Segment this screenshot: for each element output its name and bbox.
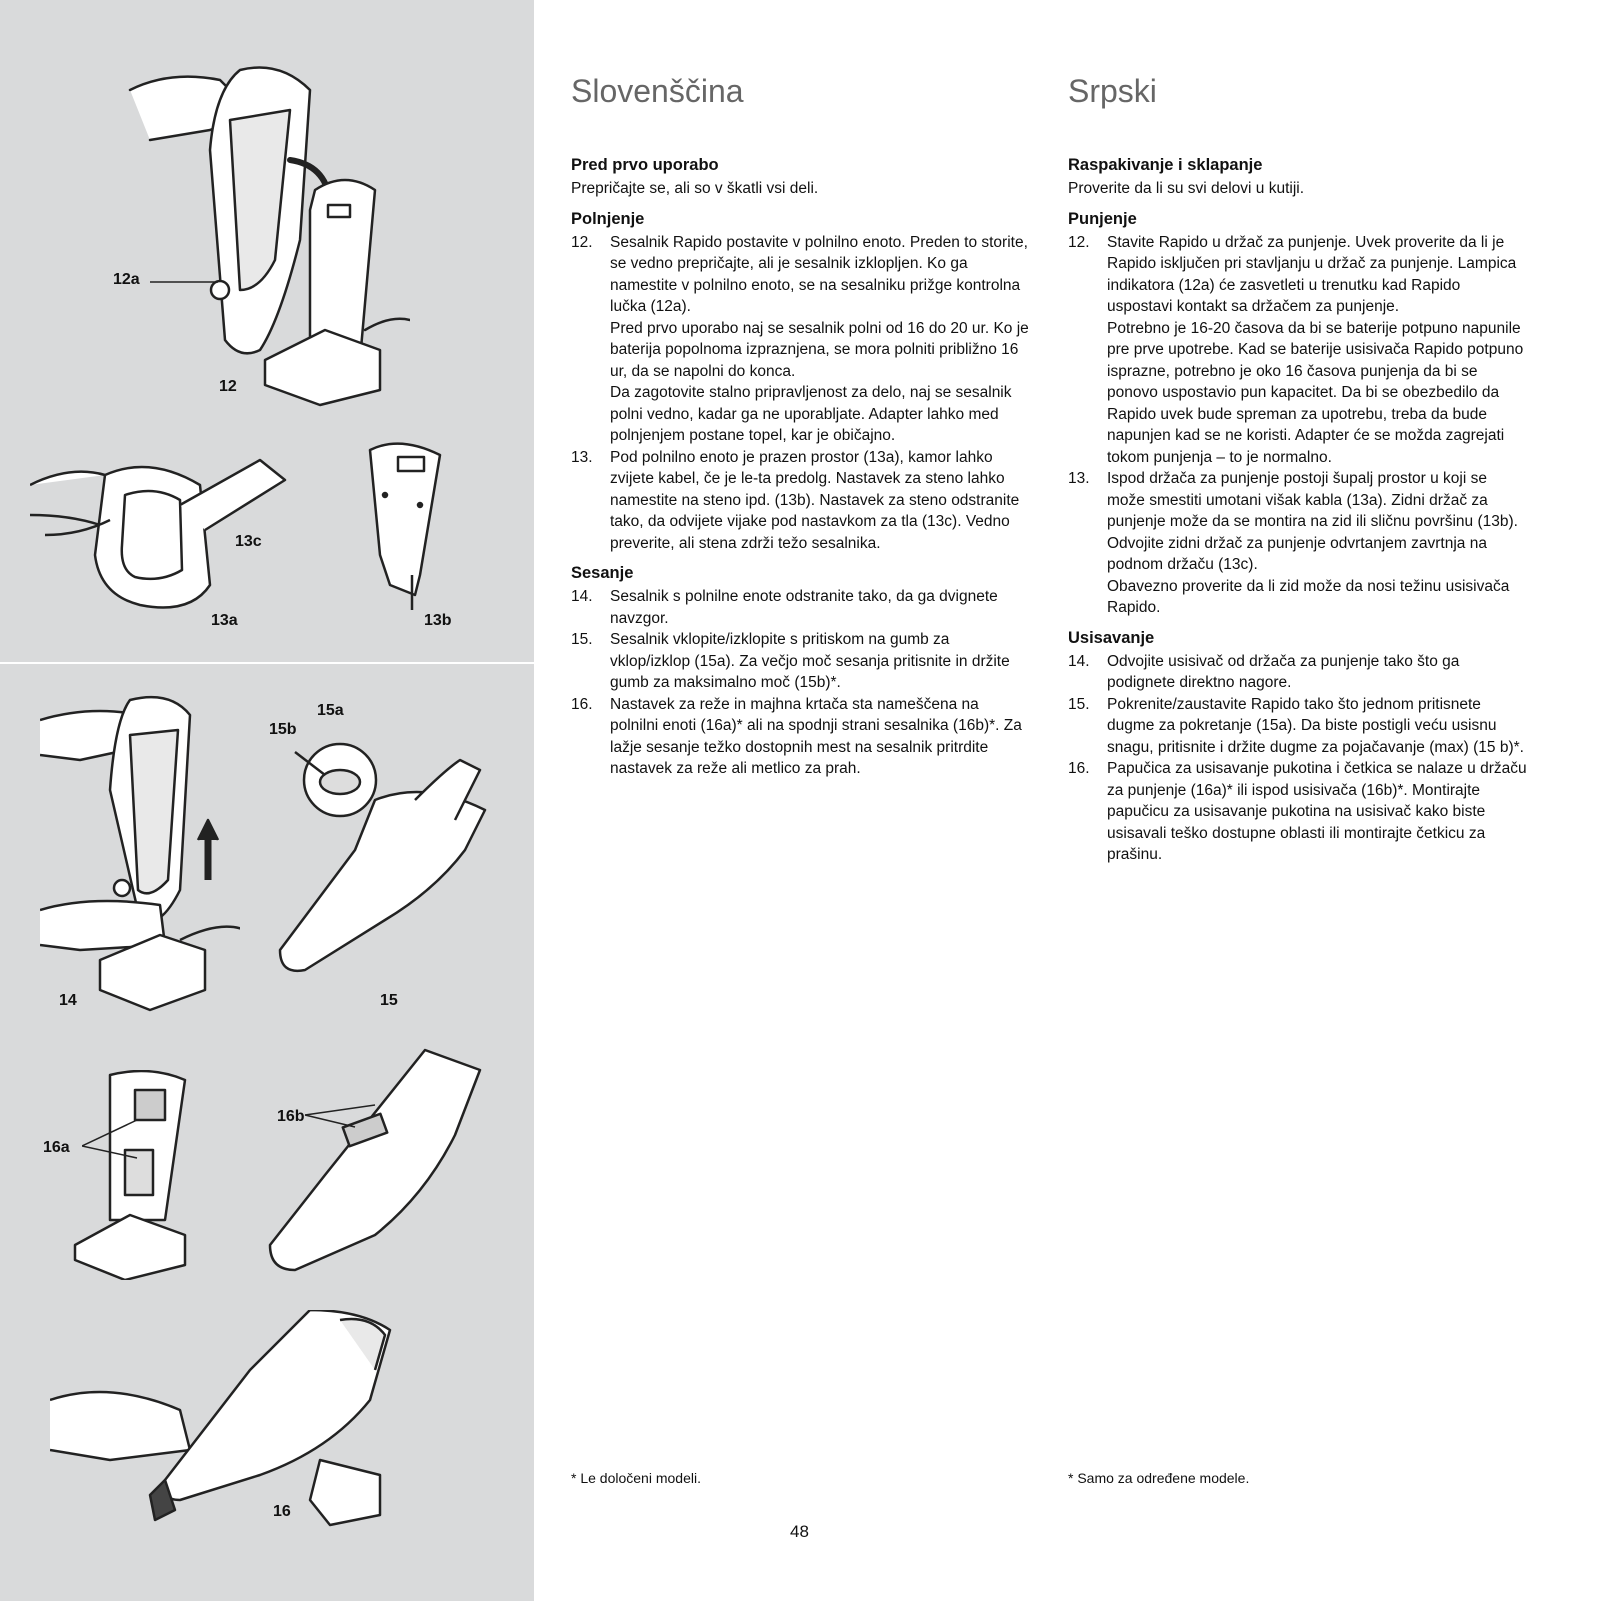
item-number: 14. — [1068, 652, 1090, 670]
figure-label-13c: 13c — [235, 533, 262, 550]
item-text: Sesalnik s polnilne enote odstranite tako, da ga dvignete navzgor. — [610, 588, 998, 627]
language-title-slovenian: Slovenščina — [571, 73, 744, 109]
item-text: Obavezno proverite da li zid može da nosi težinu usisivača Rapido. — [1107, 577, 1510, 616]
figure-13b-wall-mount-illustration — [360, 435, 460, 610]
figure-label-15a: 15a — [317, 702, 344, 719]
figure-label-16: 16 — [273, 1503, 291, 1520]
item-number: 12. — [1068, 233, 1090, 251]
leader-line-12a — [150, 280, 220, 284]
section-heading: Pred prvo uporabo — [571, 156, 719, 174]
item-text: Da zagotovite stalno pripravljenost za delo, naj se sesalnik polni vedno, kadar ga ne uporabljate. Adapter lahko med polnjenjem postane topel, kar je običajno. — [610, 384, 1012, 444]
section-heading: Raspakivanje i sklapanje — [1068, 156, 1263, 174]
section-text: Proverite da li su svi delovi u kutiji. — [1068, 180, 1305, 197]
figure-16b-vacuum-underside-illustration — [265, 1045, 495, 1275]
list-item — [1068, 694, 1528, 759]
item-text: Nastavek za reže in majhna krtača sta nameščena na polnilni enoti (16a)* ali na spodnji strani sesalnika (16b)*. Za lažje sesanje težko dostopnih mest na sesalnik pritrdite nastavek za reže ali metlico za prah. — [610, 695, 1022, 777]
column-serbian — [1068, 60, 1528, 870]
section-text: Prepričajte se, ali so v škatli vsi deli. — [571, 180, 819, 197]
item-text: Sesalnik vklopite/izklopite s pritiskom na gumb za vklop/izklop (15a). Za večjo moč sesanja pritisnite in držite gumb za maksimalno moč (15b)*. — [610, 631, 1010, 691]
figure-label-15: 15 — [380, 992, 398, 1009]
item-text: Pred prvo uporabo naj se sesalnik polni od 16 do 20 ur. Ko je baterija popolnoma izpraznjena, se mora polniti približno 16 ur, da se napolni do konca. — [610, 319, 1029, 380]
item-number: 13. — [1068, 470, 1090, 487]
instruction-list — [1068, 651, 1528, 866]
page-number: 48 — [790, 1522, 809, 1541]
item-text: Pokrenite/zaustavite Rapido tako što jednom pritisnete dugme za pokretanje (15a). Da biste postigli veću usisnu snagu, pritisnite i držite dugme za pojačavanje (max) (15 b)*. — [1107, 695, 1524, 756]
footnote-serbian: * Samo za određene modele. — [1068, 1470, 1250, 1486]
section-heading: Sesanje — [571, 564, 634, 582]
item-number: 15. — [1068, 695, 1090, 713]
item-number: 16. — [1068, 760, 1090, 777]
illustration-panel — [0, 0, 534, 1601]
figure-label-14: 14 — [59, 992, 77, 1009]
figure-label-13a: 13a — [211, 612, 238, 629]
list-item — [1068, 468, 1528, 619]
item-number: 12. — [571, 233, 593, 251]
figure-label-12a: 12a — [113, 271, 140, 288]
figure-14-remove-from-charger-illustration — [40, 690, 240, 1020]
list-item — [571, 694, 1031, 780]
item-text: Papučica za usisavanje pukotina i četkica se nalaze u držaču za punjenje (16a)* ili ispod usisivača (16b)*. Montirajte papučicu za usisavanje pukotina na usisivač kako biste usisavali teško dostupne oblasti ili montirajte četkicu za prašinu. — [1107, 760, 1527, 863]
list-item — [571, 586, 1031, 629]
language-title-serbian: Srpski — [1068, 73, 1157, 109]
figure-15-power-button-illustration — [265, 740, 505, 980]
item-number: 13. — [571, 448, 593, 466]
leader-line-16a — [82, 1120, 142, 1160]
instruction-list — [571, 586, 1031, 780]
figure-label-12: 12 — [219, 378, 237, 395]
figure-13-base-underside-illustration — [30, 435, 300, 625]
list-item — [571, 447, 1031, 555]
item-text: Odvojite usisivač od držača za punjenje tako što ga podignete direktno nagore. — [1107, 652, 1460, 691]
section-heading: Usisavanje — [1068, 628, 1155, 647]
list-item — [1068, 232, 1528, 469]
figure-12-charging-illustration — [110, 60, 410, 420]
item-text: Stavite Rapido u držač za punjenje. Uvek proverite da li je Rapido isključen pri stavljanju u držač za punjenje. Lampica indikatora (12a) će zasvetleti u trenutku kad Rapido uspostavi kontakt sa držačem za punjenje. — [1107, 233, 1517, 315]
item-number: 15. — [571, 631, 593, 648]
figure-label-16a: 16a — [43, 1139, 70, 1156]
item-text: Ispod držača za punjenje postoji šupalj prostor u koji se može smestiti umotani višak kabla (13a). Zidni držač za punjenje može da se montira na zid ili sličnu površinu (13b). Odvojite zidni držač za punjenje odvrtanjem zavrtnja na podnom držaču (13c). — [1107, 470, 1518, 573]
item-text: Potrebno je 16-20 časova da bi se baterije potpuno napunile pre prve upotrebe. Kad se baterije usisivača Rapido potpuno isprazne, potrebno je oko 16 časova punjenja da bi se ponovo uspostavio pun kapacitet. Da bi se obezbedilo da Rapido uvek bude spreman za upotrebu, treba da bude napunjen kad se ne koristi. Adapter će se možda zagrejati tokom punjenja – to je normalno. — [1107, 319, 1524, 466]
list-item — [571, 629, 1031, 694]
column-slovenian — [571, 60, 1031, 784]
list-item — [1068, 758, 1528, 866]
figure-label-16b: 16b — [277, 1108, 305, 1125]
item-text: Pod polnilno enoto je prazen prostor (13a), kamor lahko zvijete kabel, če je le-ta predolg. Nastavek za steno lahko namestite na steno ipd. (13b). Nastavek za steno odstranite tako, da odvijete vijake pod nastavkom za tla (13c). Vedno preverite, ali stena zdrži težo sesalnika. — [610, 448, 1020, 552]
figure-16a-charger-accessories-illustration — [70, 1070, 200, 1280]
panel-divider — [0, 662, 534, 664]
footnote-slovenian: * Le določeni modeli. — [571, 1470, 701, 1486]
figure-label-15b: 15b — [269, 721, 297, 738]
instruction-list — [571, 232, 1031, 555]
item-text: Sesalnik Rapido postavite v polnilno enoto. Preden to storite, se vedno prepričajte, ali je sesalnik izklopljen. Ko ga namestite v polnilno enoto, se na sesalniku prižge kontrolna lučka (12a). — [610, 233, 1028, 315]
section-heading: Punjenje — [1068, 209, 1137, 228]
item-number: 14. — [571, 588, 593, 605]
figure-16-attach-nozzle-illustration — [50, 1310, 450, 1530]
instruction-list — [1068, 232, 1528, 619]
section-heading: Polnjenje — [571, 209, 645, 228]
list-item — [1068, 651, 1528, 694]
item-number: 16. — [571, 695, 593, 713]
list-item — [571, 232, 1031, 447]
figure-label-13b: 13b — [424, 612, 452, 629]
